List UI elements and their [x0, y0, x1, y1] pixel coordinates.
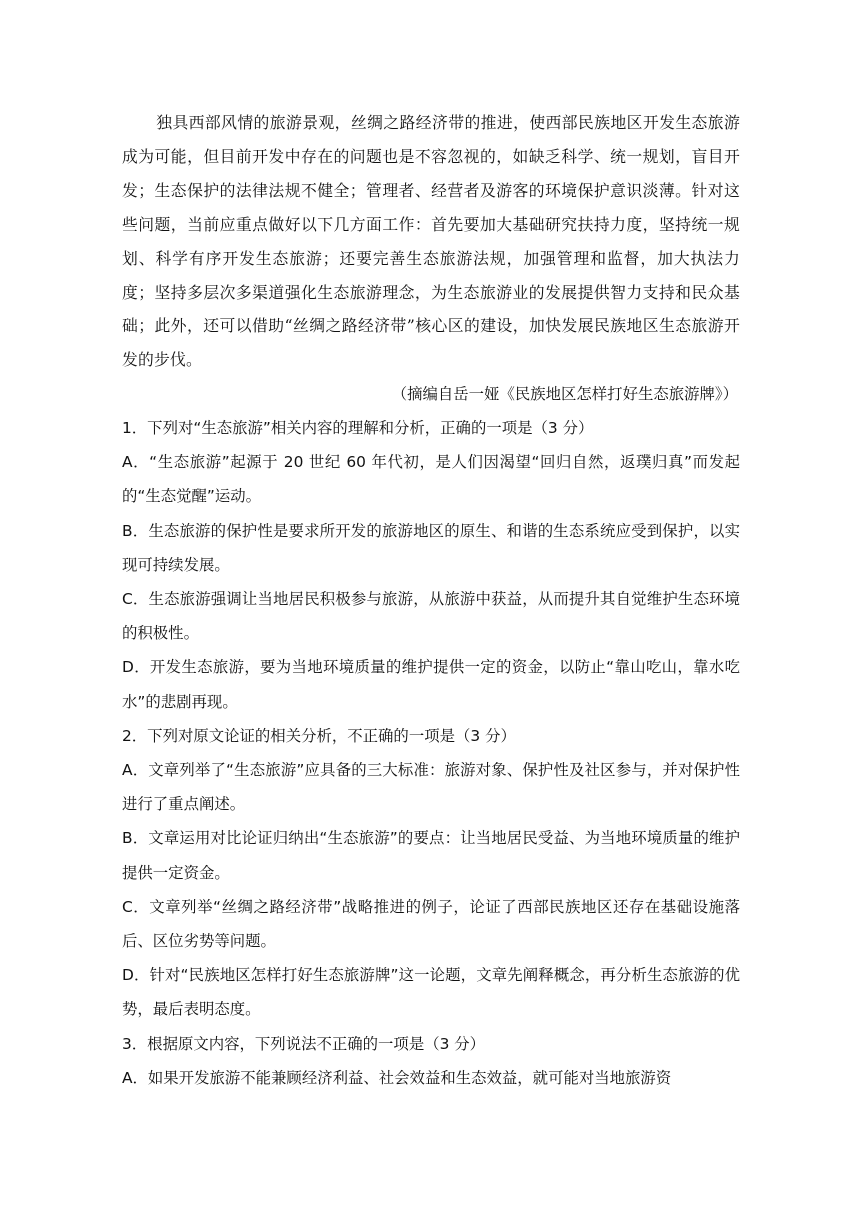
question-3-option-a: A．如果开发旅游不能兼顾经济利益、社会效益和生态效益，就可能对当地旅游资 [122, 1068, 672, 1087]
question-1-option-a: A．“生态旅游”起源于 20 世纪 60 年代初，是人们因渴望“回归自然，返璞归真”而发起的“生态觉醒”运动。 [122, 453, 740, 506]
passage [122, 106, 740, 411]
question-1-option-c: C．生态旅游强调让当地居民积极参与旅游，从旅游中获益，从而提升其自觉维护生态环境的积极性。 [122, 590, 740, 643]
passage-source: （摘编自岳一娅《民族地区怎样打好生态旅游牌》） [391, 385, 738, 404]
question-2-option-d: D．针对“民族地区怎样打好生态旅游牌”这一论题，文章先阐释概念，再分析生态旅游的优势，最后表明态度。 [122, 966, 740, 1019]
question-1-option-b: B．生态旅游的保护性是要求所开发的旅游地区的原生、和谐的生态系统应受到保护，以实现可持续发展。 [122, 521, 740, 574]
passage-paragraph-text: 独具西部风情的旅游景观，丝绸之路经济带的推进，使西部民族地区开发生态旅游成为可能，但目前开发中存在的问题也是不容忽视的，如缺乏科学、统一规划，盲目开发；生态保护的法律法规不健全；管理者、经营者及游客的环境保护意识淡薄。针对这些问题，当前应重点做好以下几方面工作：首先要加大基础研究扶持力度，坚持统一规划、科学有序开发生态旅游；还要完善生态旅游法规，加强管理和监督，加大执法力度；坚持多层次多渠道强化生态旅游理念，为生态旅游业的发展提供智力支持和民众基础；此外，还可以借助“丝绸之路经济带”核心区的建设，加快发展民族地区生态旅游开发的步伐。 [122, 113, 740, 370]
passage-paragraph [122, 106, 740, 377]
question-2-option-c: C．文章列举“丝绸之路经济带”战略推进的例子，论证了西部民族地区还存在基础设施落后、区位劣势等问题。 [122, 897, 740, 951]
question-3-stem: 3．根据原文内容，下列说法不正确的一项是（3 分） [122, 1034, 486, 1053]
question-1-stem: 1．下列对“生态旅游”相关内容的理解和分析，正确的一项是（3 分） [122, 419, 594, 437]
question-2-stem: 2．下列对原文论证的相关分析，不正确的一项是（3 分） [122, 726, 516, 745]
question-2-option-a: A．文章列举了“生态旅游”应具备的三大标准：旅游对象、保护性及社区参与，并对保护性进行了重点阐述。 [122, 761, 740, 814]
questions-section [122, 411, 740, 1095]
question-1-option-d: D．开发生态旅游，要为当地环境质量的维护提供一定的资金，以防止“靠山吃山，靠水吃水”的悲剧再现。 [122, 658, 740, 711]
question-2-option-b: B．文章运用对比论证归纳出“生态旅游”的要点：让当地居民受益、为当地环境质量的维护提供一定资金。 [122, 829, 740, 882]
